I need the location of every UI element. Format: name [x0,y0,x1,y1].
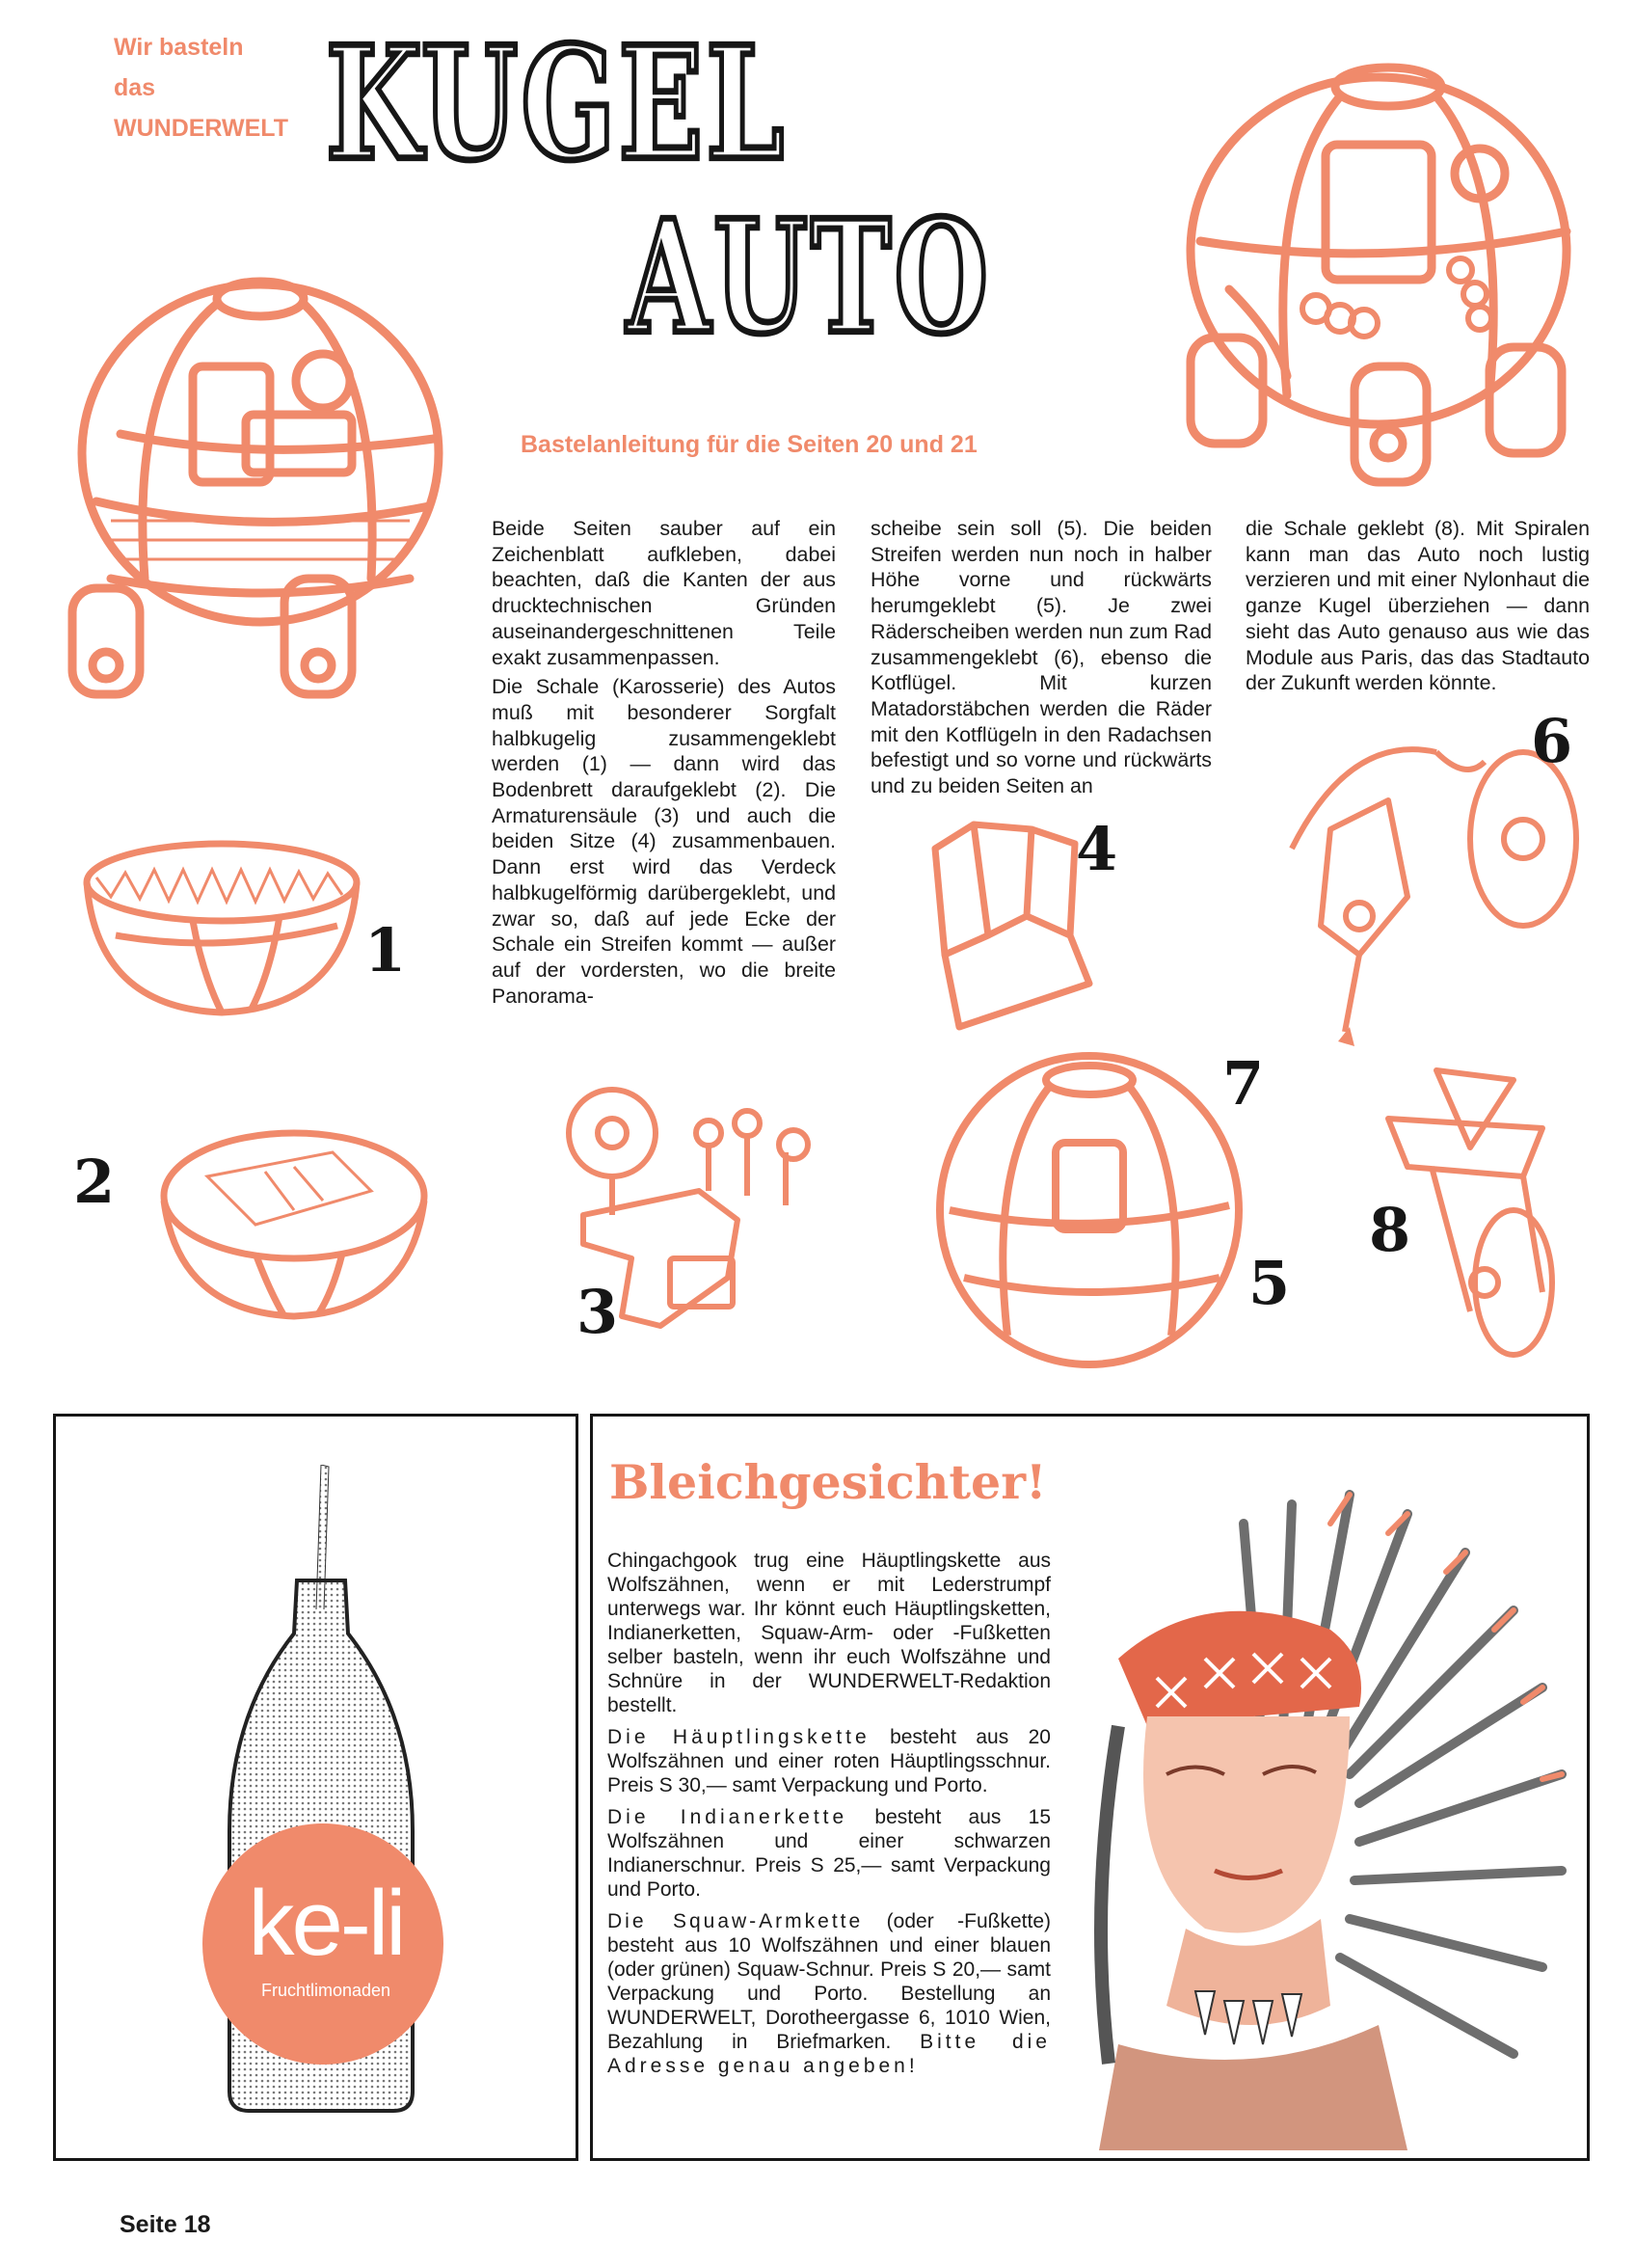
ball-car-illustration-left [53,260,458,714]
step-label-1: 1 [364,915,407,986]
step-label-2: 2 [73,1147,116,1217]
address-note: Bitte die Adresse genau angeben! [607,2031,1051,2077]
step-label-6: 6 [1531,706,1573,776]
step-5-assembled-illustration [930,1046,1248,1374]
offer-squaw-armchain [607,1909,1051,2078]
step-1-shell-illustration [77,829,366,1022]
article-paragraph: scheibe sein soll (5). Die beiden Streifen werden nun noch in halber Höhe vorne und rückwärts herumgeklebt (5). Je zwei Räderscheiben werden nun zum Rad zusammengeklebt (6), ebenso die Kotflügel. Mit kurzen Matadorstäbchen werden die Räder mit den Kotflügeln in den Radachsen befestigt und so vorne und rückwärts und zu beiden Seiten an [871,517,1212,798]
ke-li-brand: ke-li [248,1872,404,1975]
step-2-floor-illustration [149,1119,439,1321]
indian-chief-illustration [1060,1466,1581,2150]
offer-details: (oder -Fußkette) besteht aus 10 Wolfszähnen und einer blauen (oder grünen) Squaw-Schnur. Preis S 20,— samt Verpackung und Porto. Bestellung an WUNDERWELT, Dorotheergasse 6, 1010 Wien, Bezahlung in Briefmarken. [607,1910,1051,2053]
step-label-5: 5 [1248,1248,1291,1318]
bleichgesichter-text [607,1549,1051,2086]
article-column-1 [492,516,836,1012]
article-paragraph: Beide Seiten sauber auf ein Zeichenblatt aufkleben, dabei beachten, daß die Kanten der aus drucktechnischen Gründen auseinandergeschnittenen Teile exakt zusammenpassen. [492,517,836,669]
title-line-1: KUGEL [326,14,788,196]
offer-lead: Die Indianerkette [607,1806,848,1828]
bleichgesichter-intro: Chingachgook trug eine Häuptlingskette aus Wolfszähnen, wenn er mit Lederstrumpf unterwegs war. Ihr könnt euch Häuptlingsketten, Indianerketten, Squaw-Arm- oder -Fußketten selber basteln, wenn ihr euch Wolfszähne und Schnüre in der WUNDERWELT-Redaktion bestellt. [607,1550,1051,1716]
article-column-3 [1246,516,1590,700]
offer-lead: Die Häuptlingskette [607,1726,871,1748]
ke-li-tagline: Fruchtlimonaden [260,1981,391,2000]
instruction-subtitle: Bastelanleitung für die Seiten 20 und 21 [521,431,978,458]
page-number: Seite 18 [120,2211,211,2238]
kicker-line-2: das [114,74,156,101]
article-paragraph: die Schale geklebt (8). Mit Spiralen kann man das Auto noch lustig verzieren und mit einer Nylonhaut die ganze Kugel überziehen — dann sieht das Auto genauso aus wie das Module aus Paris, das das Stadtauto der Zukunft werden könnte. [1246,517,1590,695]
ke-li-advertisement [53,1414,578,2161]
step-label-7: 7 [1222,1048,1265,1119]
offer-details: besteht aus 20 Wolfszähnen und einer roten Häuptlingsschnur. Preis S 30,— samt Verpackung und Porto. [607,1726,1051,1796]
step-label-4: 4 [1076,814,1118,884]
article-paragraph: Die Schale (Karosserie) des Autos muß mit besonderer Sorgfalt halbkugelig zusammengeklebt werden (1) — dann wird das Bodenbrett daraufgeklebt (2). Die Armaturensäule (3) und auch die beiden Sitze (4) zusammenbauen. Dann erst wird das Verdeck halbkugelförmig darübergeklebt, und zwar so, daß auf jede Ecke der Schale ein Streifen kommt — außer auf der vordersten, wo die breite Panorama- [492,675,836,1008]
offer-indian-necklace [607,1805,1051,1902]
kicker-line-3: WUNDERWELT [114,115,288,142]
offer-chief-necklace [607,1725,1051,1797]
offer-lead: Die Squaw-Armkette [607,1910,864,1932]
kicker [114,27,335,148]
article-column-2 [871,516,1212,803]
kicker-line-1: Wir basteln [114,34,244,61]
step-label-3: 3 [576,1277,619,1347]
ball-car-illustration-right [1171,48,1591,501]
bleichgesichter-headline: Bleichgesichter! [609,1454,1047,1510]
title-line-2: AUTO [627,187,992,369]
offer-details: besteht aus 15 Wolfszähnen und einer schwarzen Indianerschnur. Preis S 25,— samt Verpackung und Porto. [607,1806,1051,1901]
step-label-8: 8 [1369,1195,1411,1265]
